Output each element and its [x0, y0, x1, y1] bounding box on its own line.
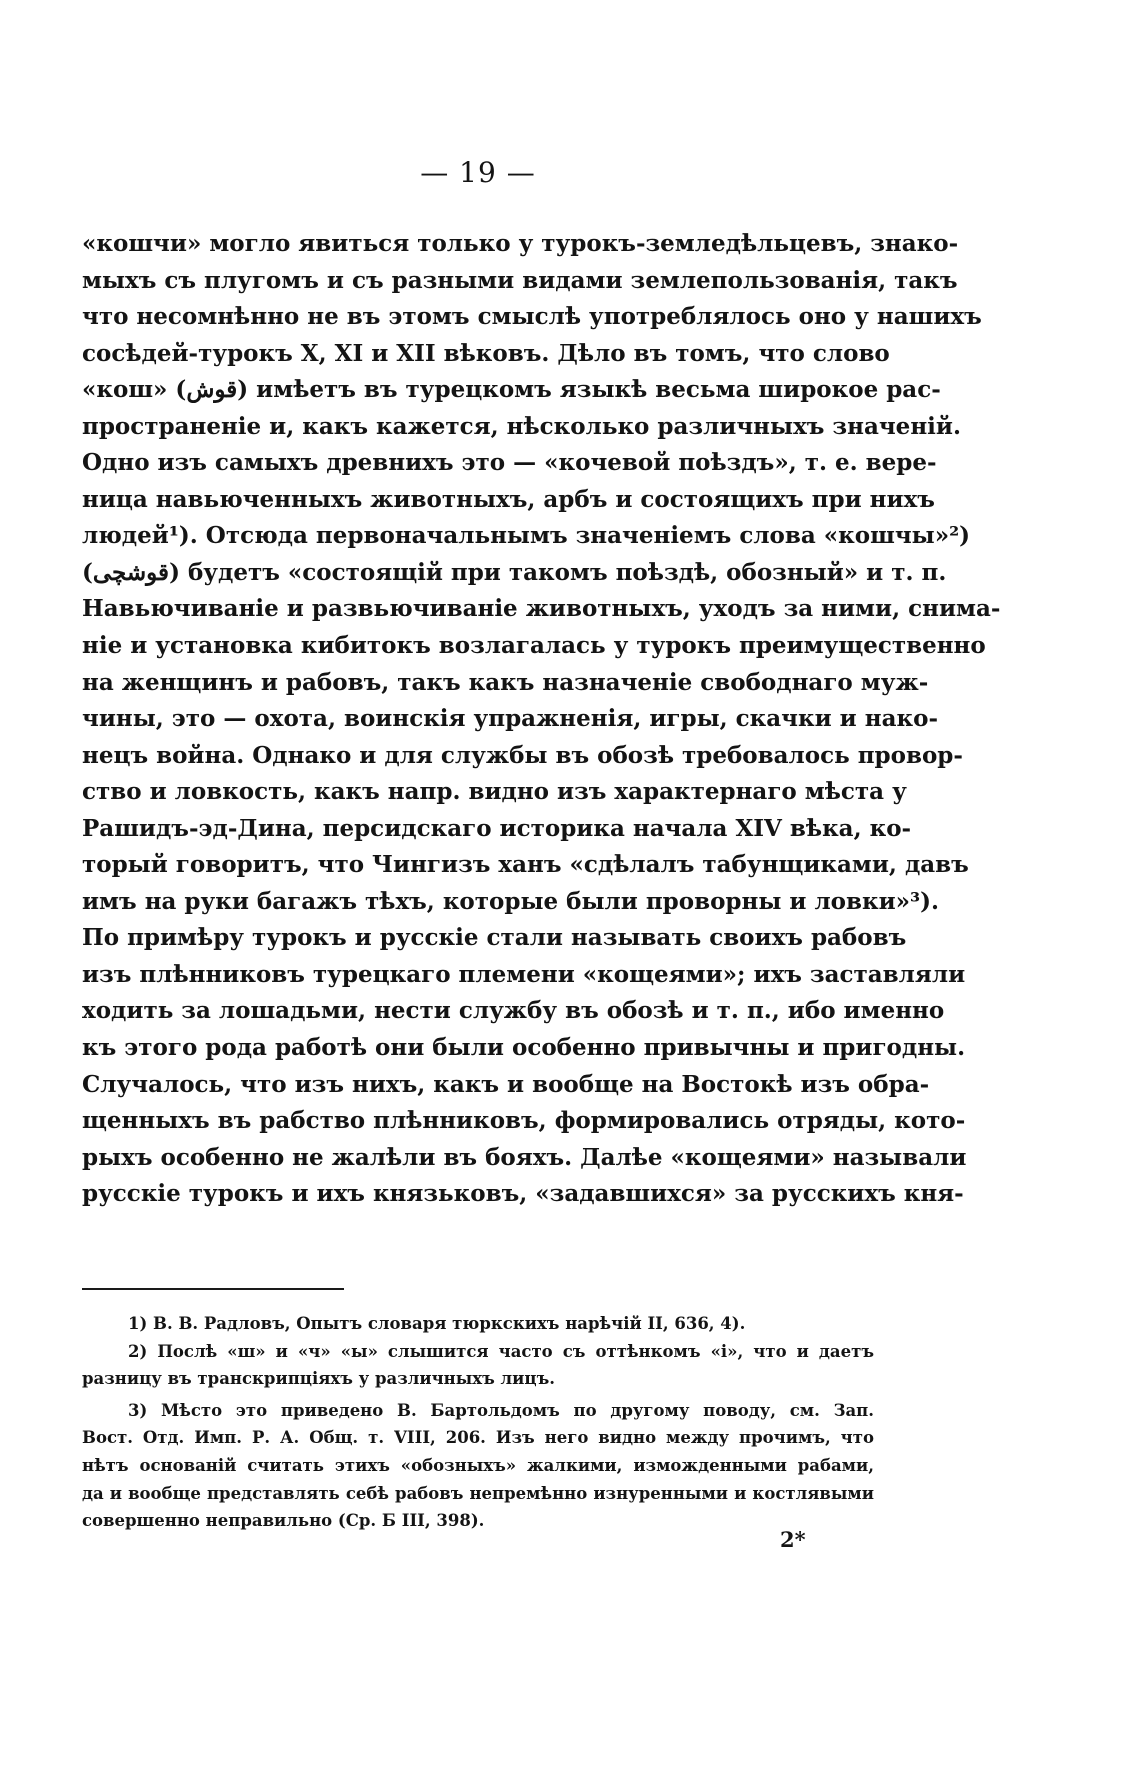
text-line: сосѣдей-турокъ X, XI и XII вѣковъ. Дѣло въ томъ, что слово — [82, 339, 890, 367]
text-line: имъ на руки багажъ тѣхъ, которые были проворны и ловки»³). — [82, 887, 939, 915]
footnote-2: 2) Послѣ «ш» и «ч» «ы» слышится часто съ оттѣнкомъ «і», что и даетъ — [128, 1341, 874, 1361]
footnote-divider — [82, 1288, 344, 1290]
footnote-3-continuation: Вост. Отд. Имп. Р. А. Общ. т. VIII, 206. Изъ него видно между прочимъ, что — [82, 1428, 874, 1448]
text-line: «кошчи» могло явиться только у турокъ-земледѣльцевъ, знако- — [82, 230, 959, 257]
footnotes — [82, 1310, 874, 1535]
footnote-3-continuation: совершенно неправильно (Ср. Б III, 398). — [82, 1511, 485, 1531]
main-text — [82, 226, 1001, 1213]
text-line: изъ плѣнниковъ турецкаго племени «кощеями»; ихъ заставляли — [82, 960, 966, 988]
text-line: къ этого рода работѣ они были особенно привычны и пригодны. — [82, 1034, 966, 1062]
text-line: рыхъ особенно не жалѣли въ бояхъ. Далѣе «кощеями» называли — [82, 1143, 967, 1171]
text-line: пространеніе и, какъ кажется, нѣсколько различныхъ значеній. — [82, 412, 961, 440]
footnote-1: 1) В. В. Радловъ, Опытъ словаря тюркскихъ нарѣчій II, 636, 4). — [128, 1314, 746, 1333]
text-line: ство и ловкость, какъ напр. видно изъ характернаго мѣста у — [82, 778, 907, 806]
text-line: чины, это — охота, воинскія упражненія, игры, скачки и нако- — [82, 705, 938, 733]
text-line: что несомнѣнно не въ этомъ смыслѣ употреблялось оно у нашихъ — [82, 303, 982, 331]
text-line: нецъ война. Однако и для службы въ обозѣ требовалось провор- — [82, 741, 963, 769]
text-line: ница навьюченныхъ животныхъ, арбъ и состоящихъ при нихъ — [82, 485, 935, 513]
text-line: (قوشچى) будетъ «состоящій при такомъ поѣздѣ, обозный» и т. п. — [82, 558, 947, 586]
footnote-3-continuation: нѣтъ основаній считать этихъ «обозныхъ» жалкими, изможденными рабами, — [82, 1455, 874, 1475]
text-line: торый говоритъ, что Чингизъ ханъ «сдѣлалъ табунщиками, давъ — [82, 851, 969, 879]
text-line: «кош» (قوش) имѣетъ въ турецкомъ языкѣ весьма широкое рас- — [82, 376, 941, 404]
page-number: — 19 — — [420, 156, 536, 189]
text-line: ніе и установка кибитокъ возлагалась у турокъ преимущественно — [82, 632, 986, 660]
text-line: русскіе турокъ и ихъ князьковъ, «задавшихся» за русскихъ кня- — [82, 1180, 964, 1208]
text-line: Навьючиваніе и развьючиваніе животныхъ, уходъ за ними, снима- — [82, 595, 1001, 623]
text-line: ходить за лошадьми, нести службу въ обозѣ и т. п., ибо именно — [82, 997, 945, 1025]
footnote-3: 3) Мѣсто это приведено В. Бартольдомъ по другому поводу, см. Зап. — [128, 1400, 874, 1420]
text-line: Одно изъ самыхъ древнихъ это — «кочевой поѣздъ», т. е. вере- — [82, 449, 937, 477]
text-line: на женщинъ и рабовъ, такъ какъ назначеніе свободнаго муж- — [82, 668, 929, 696]
text-line: Случалось, что изъ нихъ, какъ и вообще на Востокѣ изъ обра- — [82, 1070, 930, 1098]
text-line: мыхъ съ плугомъ и съ разными видами землепользованія, такъ — [82, 266, 958, 294]
text-line: По примѣру турокъ и русскіе стали называть своихъ рабовъ — [82, 924, 907, 952]
text-line: Рашидъ-эд-Дина, персидскаго историка начала XIV вѣка, ко- — [82, 814, 912, 842]
footnote-2-continuation: разницу въ транскрипціяхъ у различныхъ лицъ. — [82, 1369, 555, 1389]
text-line: людей¹). Отсюда первоначальнымъ значеніемъ слова «кошчы»²) — [82, 522, 971, 550]
printer-signature-mark: 2* — [780, 1527, 806, 1552]
text-line: щенныхъ въ рабство плѣнниковъ, формировались отряды, кото- — [82, 1107, 966, 1135]
footnote-3-continuation: да и вообще представлять себѣ рабовъ непремѣнно изнуренными и костлявыми — [82, 1483, 874, 1503]
